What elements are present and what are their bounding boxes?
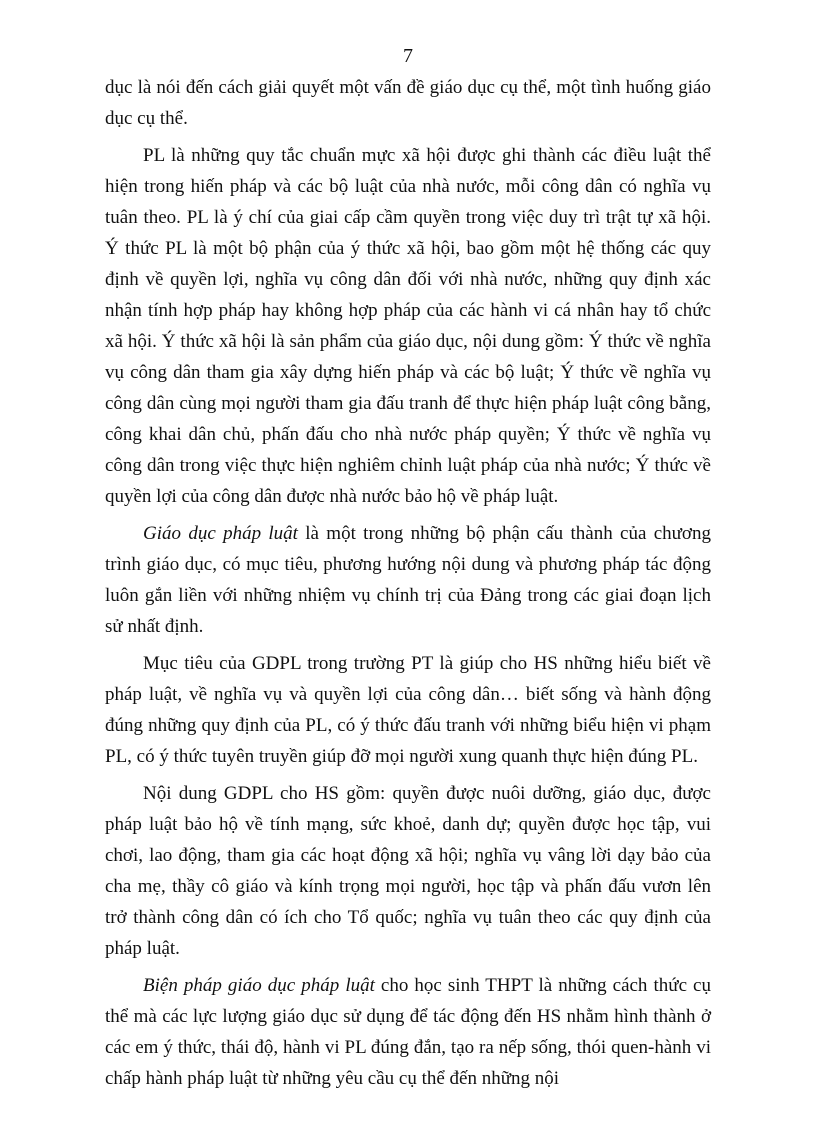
- paragraph-text: là một trong những bộ phận cấu thành của chương trình giáo dục, có mục tiêu, phương hướng nội dung và phương pháp tác động luôn gắn liền với những nhiệm vụ chính trị của Đảng trong các giai đoạn lịch sử nhất định.: [105, 523, 711, 637]
- italic-term: Biện pháp giáo dục pháp luật: [143, 975, 375, 996]
- paragraph-pl-definition: PL là những quy tắc chuẩn mực xã hội được ghi thành các điều luật thể hiện trong hiến pháp và các bộ luật của nhà nước, mỗi công dân có nghĩa vụ tuân theo. PL là ý chí của giai cấp cầm quyền trong việc duy trì trật tự xã hội. Ý thức PL là một bộ phận của ý thức xã hội, bao gồm một hệ thống các quy định về quyền lợi, nghĩa vụ công dân đối với nhà nước, những quy định xác nhận tính hợp pháp hay không hợp pháp của các hành vi cá nhân hay tổ chức xã hội. Ý thức xã hội là sản phẩm của giáo dục, nội dung gồm: Ý thức về nghĩa vụ công dân tham gia xây dựng hiến pháp và các bộ luật; Ý thức về nghĩa vụ công dân cùng mọi người tham gia đấu tranh để thực hiện pháp luật công bằng, công khai dân chủ, phấn đấu cho nhà nước pháp quyền; Ý thức về nghĩa vụ công dân trong việc thực hiện nghiêm chỉnh luật pháp của nhà nước; Ý thức về quyền lợi của công dân được nhà nước bảo hộ về pháp luật.: [105, 145, 711, 507]
- paragraph-measures: [105, 970, 711, 1094]
- page-number: 7: [403, 45, 413, 67]
- italic-term: Giáo dục pháp luật: [143, 523, 298, 544]
- paragraph-legal-education: [105, 518, 711, 642]
- document-body: [105, 72, 711, 1100]
- paragraph-continuation: dục là nói đến cách giải quyết một vấn đề giáo dục cụ thể, một tình huống giáo dục cụ thể.: [105, 77, 711, 129]
- paragraph-text: cho học sinh THPT là những cách thức cụ thể mà các lực lượng giáo dục sử dụng để tác động đến HS nhằm hình thành ở các em ý thức, thái độ, hành vi PL đúng đắn, tạo ra nếp sống, thói quen-hành vi chấp hành pháp luật từ những yêu cầu cụ thể đến những nội: [105, 975, 711, 1089]
- paragraph-contents: Nội dung GDPL cho HS gồm: quyền được nuôi dưỡng, giáo dục, được pháp luật bảo hộ về tính mạng, sức khoẻ, danh dự; quyền được học tập, vui chơi, lao động, tham gia các hoạt động xã hội; nghĩa vụ vâng lời dạy bảo của cha mẹ, thầy cô giáo và kính trọng mọi người, học tập và phấn đấu vươn lên trở thành công dân có ích cho Tổ quốc; nghĩa vụ tuân theo các quy định của pháp luật.: [105, 783, 711, 959]
- paragraph-objectives: Mục tiêu của GDPL trong trường PT là giúp cho HS những hiểu biết về pháp luật, về nghĩa vụ và quyền lợi của công dân… biết sống và hành động đúng những quy định của PL, có ý thức đấu tranh với những biểu hiện vi phạm PL, có ý thức tuyên truyền giúp đỡ mọi người xung quanh thực hiện đúng PL.: [105, 653, 711, 767]
